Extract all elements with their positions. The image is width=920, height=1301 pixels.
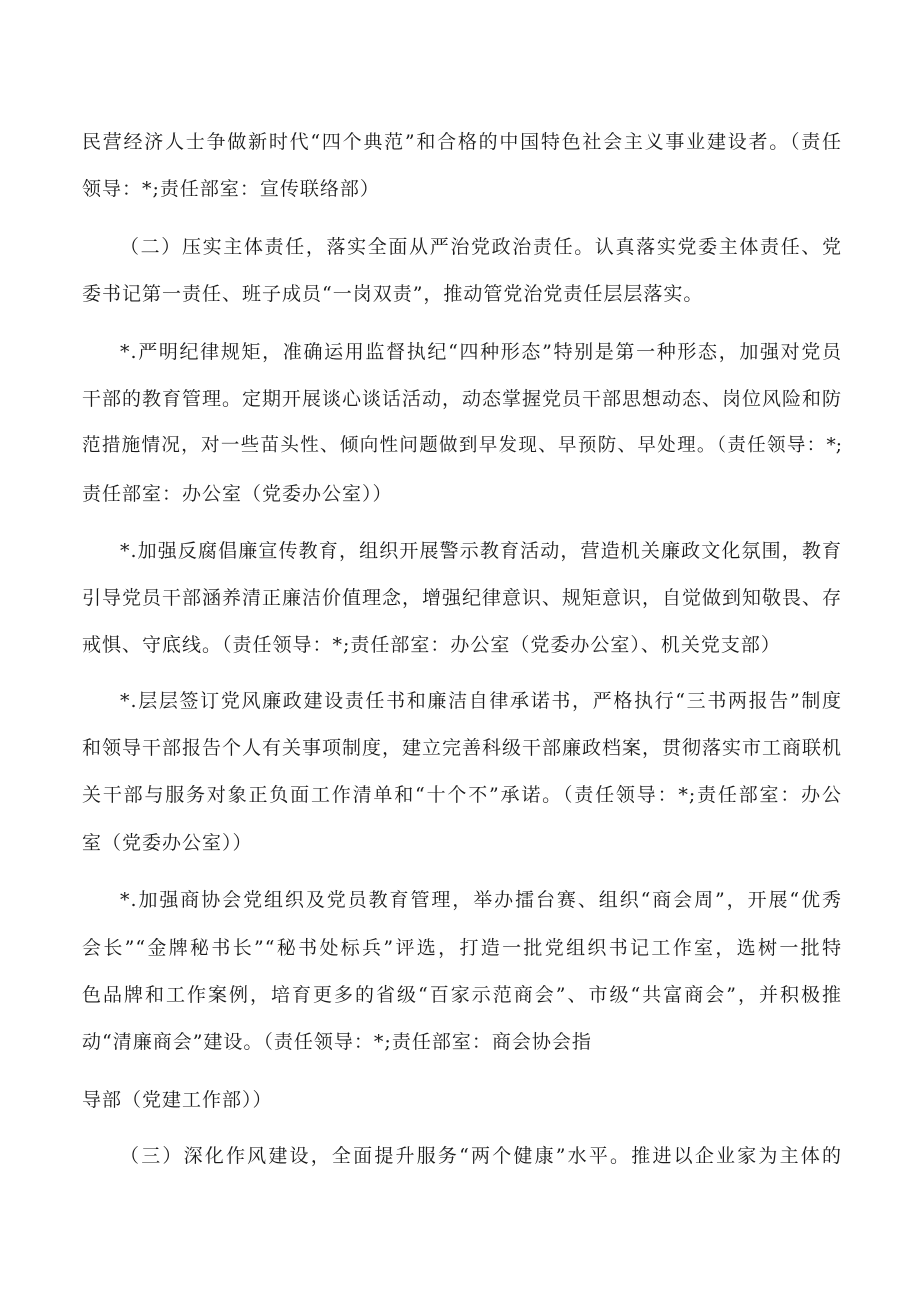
body-text-line: 领导：*;责任部室：宣传联络部） bbox=[82, 178, 380, 200]
body-text-line: 室（党委办公室）） bbox=[82, 832, 253, 854]
section-heading-line: （三）深化作风建设，全面提升服务“两个健康”水平。推进以企业家为主体的 bbox=[120, 1145, 842, 1167]
body-text-line: *.层层签订党风廉政建设责任书和廉洁自律承诺书，严格执行“三书两报告”制度 bbox=[120, 690, 842, 712]
body-text-line: 责任部室：办公室（党委办公室）） bbox=[82, 483, 393, 505]
body-text-line: 和领导干部报告个人有关事项制度，建立完善科级干部廉政档案，贯彻落实市工商联机 bbox=[82, 737, 843, 759]
body-text-line: *.加强反腐倡廉宣传教育，组织开展警示教育活动，营造机关廉政文化氛围，教育 bbox=[120, 540, 842, 562]
body-text-line: 戒惧、守底线。（责任领导：*;责任部室：办公室（党委办公室）、机关党支部） bbox=[82, 634, 781, 656]
body-text-line: 色品牌和工作案例，培育更多的省级“百家示范商会”、市级“共富商会”，并积极推 bbox=[82, 984, 842, 1006]
body-text-line: 导部（党建工作部）） bbox=[82, 1089, 273, 1111]
body-text-line: *.严明纪律规矩，准确运用监督执纪“四种形态”特别是第一种形态，加强对党员 bbox=[120, 341, 842, 363]
body-text-line: 范措施情况，对一些苗头性、倾向性问题做到早发现、早预防、早处理。（责任领导：*; bbox=[82, 435, 842, 456]
section-heading-line: （二）压实主体责任，落实全面从严治党政治责任。认真落实党委主体责任、党 bbox=[120, 236, 842, 258]
body-text-line: 民营经济人士争做新时代“四个典范”和合格的中国特色社会主义事业建设者。（责任 bbox=[82, 131, 842, 153]
body-text-line: 引导党员干部涵养清正廉洁价值理念，增强纪律意识、规矩意识，自觉做到知敬畏、存 bbox=[82, 587, 843, 609]
body-text-line: 动“清廉商会”建设。（责任领导：*;责任部室：商会协会指 bbox=[82, 1031, 592, 1053]
body-text-line: 会长”“金牌秘书长”“秘书处标兵”评选，打造一批党组织书记工作室，选树一批特 bbox=[82, 937, 842, 959]
body-text-line: 干部的教育管理。定期开展谈心谈话活动，动态掌握党员干部思想动态、岗位风险和防 bbox=[82, 388, 843, 410]
body-text-line: 委书记第一责任、班子成员“一岗双责”，推动管党治党责任层层落实。 bbox=[82, 283, 704, 305]
body-text-line: 关干部与服务对象正负面工作清单和“十个不”承诺。（责任领导：*;责任部室：办公 bbox=[82, 784, 842, 806]
body-text-line: *.加强商协会党组织及党员教育管理，举办擂台赛、组织“商会周”，开展“优秀 bbox=[120, 889, 842, 911]
